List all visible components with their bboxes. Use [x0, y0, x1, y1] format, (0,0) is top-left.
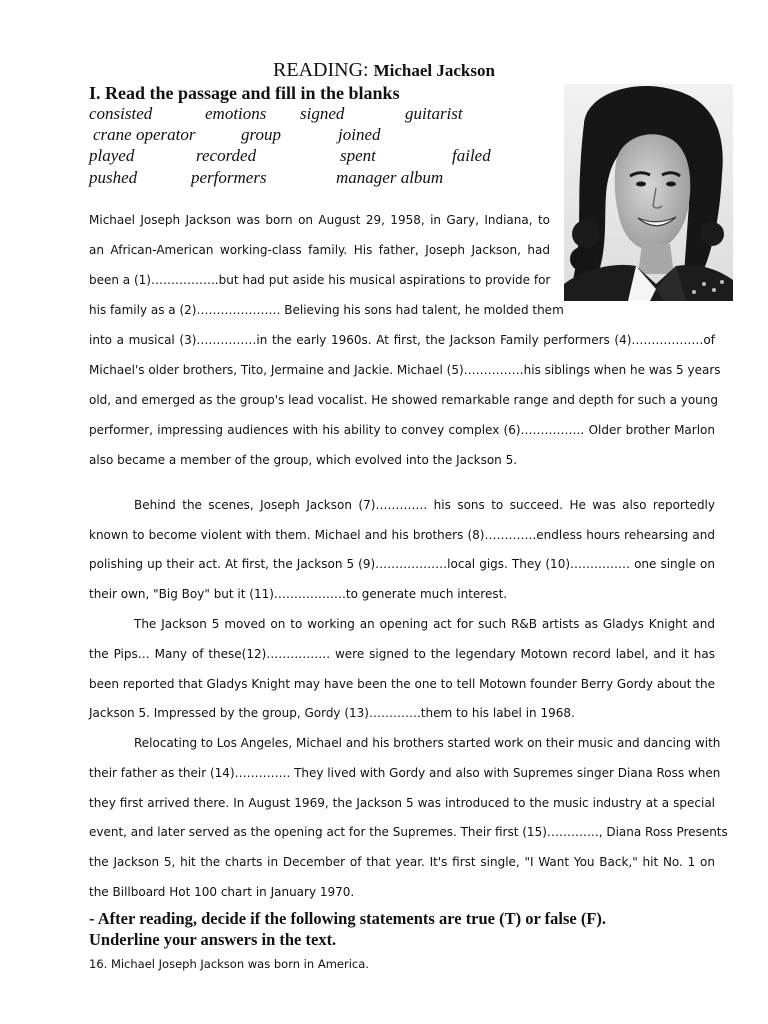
passage-line: their father as their (14)………….. They lived with Gordy and also with Supremes singer Diana Ross when	[89, 766, 721, 780]
word-bank-item: recorded	[196, 146, 257, 165]
word-bank-item: pushed	[89, 168, 138, 187]
passage-line: performer, impressing audiences with his ability to convey complex (6)……………. Older brother Marlon	[89, 423, 715, 437]
passage-line: old, and emerged as the group's lead vocalist. He showed remarkable range and depth for such a young	[89, 393, 719, 407]
passage-line: the Pips… Many of these(12)……………. were signed to the legendary Motown record label, and it has	[89, 647, 715, 661]
passage-line: polishing up their act. At first, the Jackson 5 (9)………………local gigs. They (10)…………… one single on	[89, 557, 715, 571]
word-bank-item: joined	[338, 125, 381, 144]
portrait-photo	[564, 84, 733, 301]
passage-line: their own, "Big Boy" but it (11)………………to generate much interest.	[89, 587, 508, 601]
passage-line: Michael Joseph Jackson was born on August 29, 1958, in Gary, Indiana, to	[89, 213, 550, 227]
passage-line: the Billboard Hot 100 chart in January 1970.	[89, 885, 355, 899]
word-bank-item: spent	[340, 146, 376, 165]
passage-line: an African-American working-class family. His father, Joseph Jackson, had	[89, 243, 550, 257]
title-prefix: READING:	[273, 59, 369, 81]
section1-heading: I. Read the passage and fill in the blanks	[89, 83, 400, 103]
word-bank-item: manager album	[336, 168, 444, 187]
word-bank-item: emotions	[205, 104, 267, 123]
passage-line: The Jackson 5 moved on to working an opening act for such R&B artists as Gladys Knight and	[134, 617, 715, 631]
passage-line: into a musical (3)……………in the early 1960s. At first, the Jackson Family performers (4)………………of	[89, 333, 715, 347]
passage-line: his family as a (2)………………… Believing his sons had talent, he molded them	[89, 303, 564, 317]
word-bank-item: group	[241, 125, 281, 144]
word-bank-item: played	[89, 146, 135, 165]
section2-heading: - After reading, decide if the following statements are true (T) or false (F).	[89, 909, 607, 928]
passage-line: been a (1)……………..but had put aside his musical aspirations to provide for	[89, 273, 551, 287]
passage-line: been reported that Gladys Knight may have been the one to tell Motown founder Berry Gordy about the	[89, 677, 715, 691]
word-bank-item: signed	[300, 104, 345, 123]
title-subject: Michael Jackson	[373, 61, 495, 80]
passage-line: the Jackson 5, hit the charts in December of that year. It's first single, "I Want You Back," hit No. 1 on	[89, 855, 715, 869]
section2-instruction: Underline your answers in the text.	[89, 930, 337, 949]
passage-line: Jackson 5. Impressed by the group, Gordy (13)………….them to his label in 1968.	[89, 706, 575, 720]
word-bank-item: failed	[452, 146, 491, 165]
word-bank-item: guitarist	[405, 104, 463, 123]
passage-line: event, and later served as the opening act for the Supremes. Their first (15)…………., Diana Ross Presents	[89, 825, 728, 839]
passage-line: Michael's older brothers, Tito, Jermaine and Jackie. Michael (5)……………his siblings when he was 5 years	[89, 363, 721, 377]
passage-line: Behind the scenes, Joseph Jackson (7)…………. his sons to succeed. He was also reportedly	[134, 498, 715, 512]
word-bank-item: crane operator	[93, 125, 196, 144]
passage-line: known to become violent with them. Michael and his brothers (8)………….endless hours rehearsing and	[89, 528, 715, 542]
word-bank-item: performers	[191, 168, 267, 187]
passage-line: also became a member of the group, which evolved into the Jackson 5.	[89, 453, 518, 467]
page-title	[0, 58, 768, 83]
question-16: 16. Michael Joseph Jackson was born in America.	[89, 957, 369, 971]
passage-line: Relocating to Los Angeles, Michael and his brothers started work on their music and dancing with	[134, 736, 721, 750]
passage-line: they first arrived there. In August 1969, the Jackson 5 was introduced to the music industry at a special	[89, 796, 715, 810]
word-bank-item: consisted	[89, 104, 153, 123]
